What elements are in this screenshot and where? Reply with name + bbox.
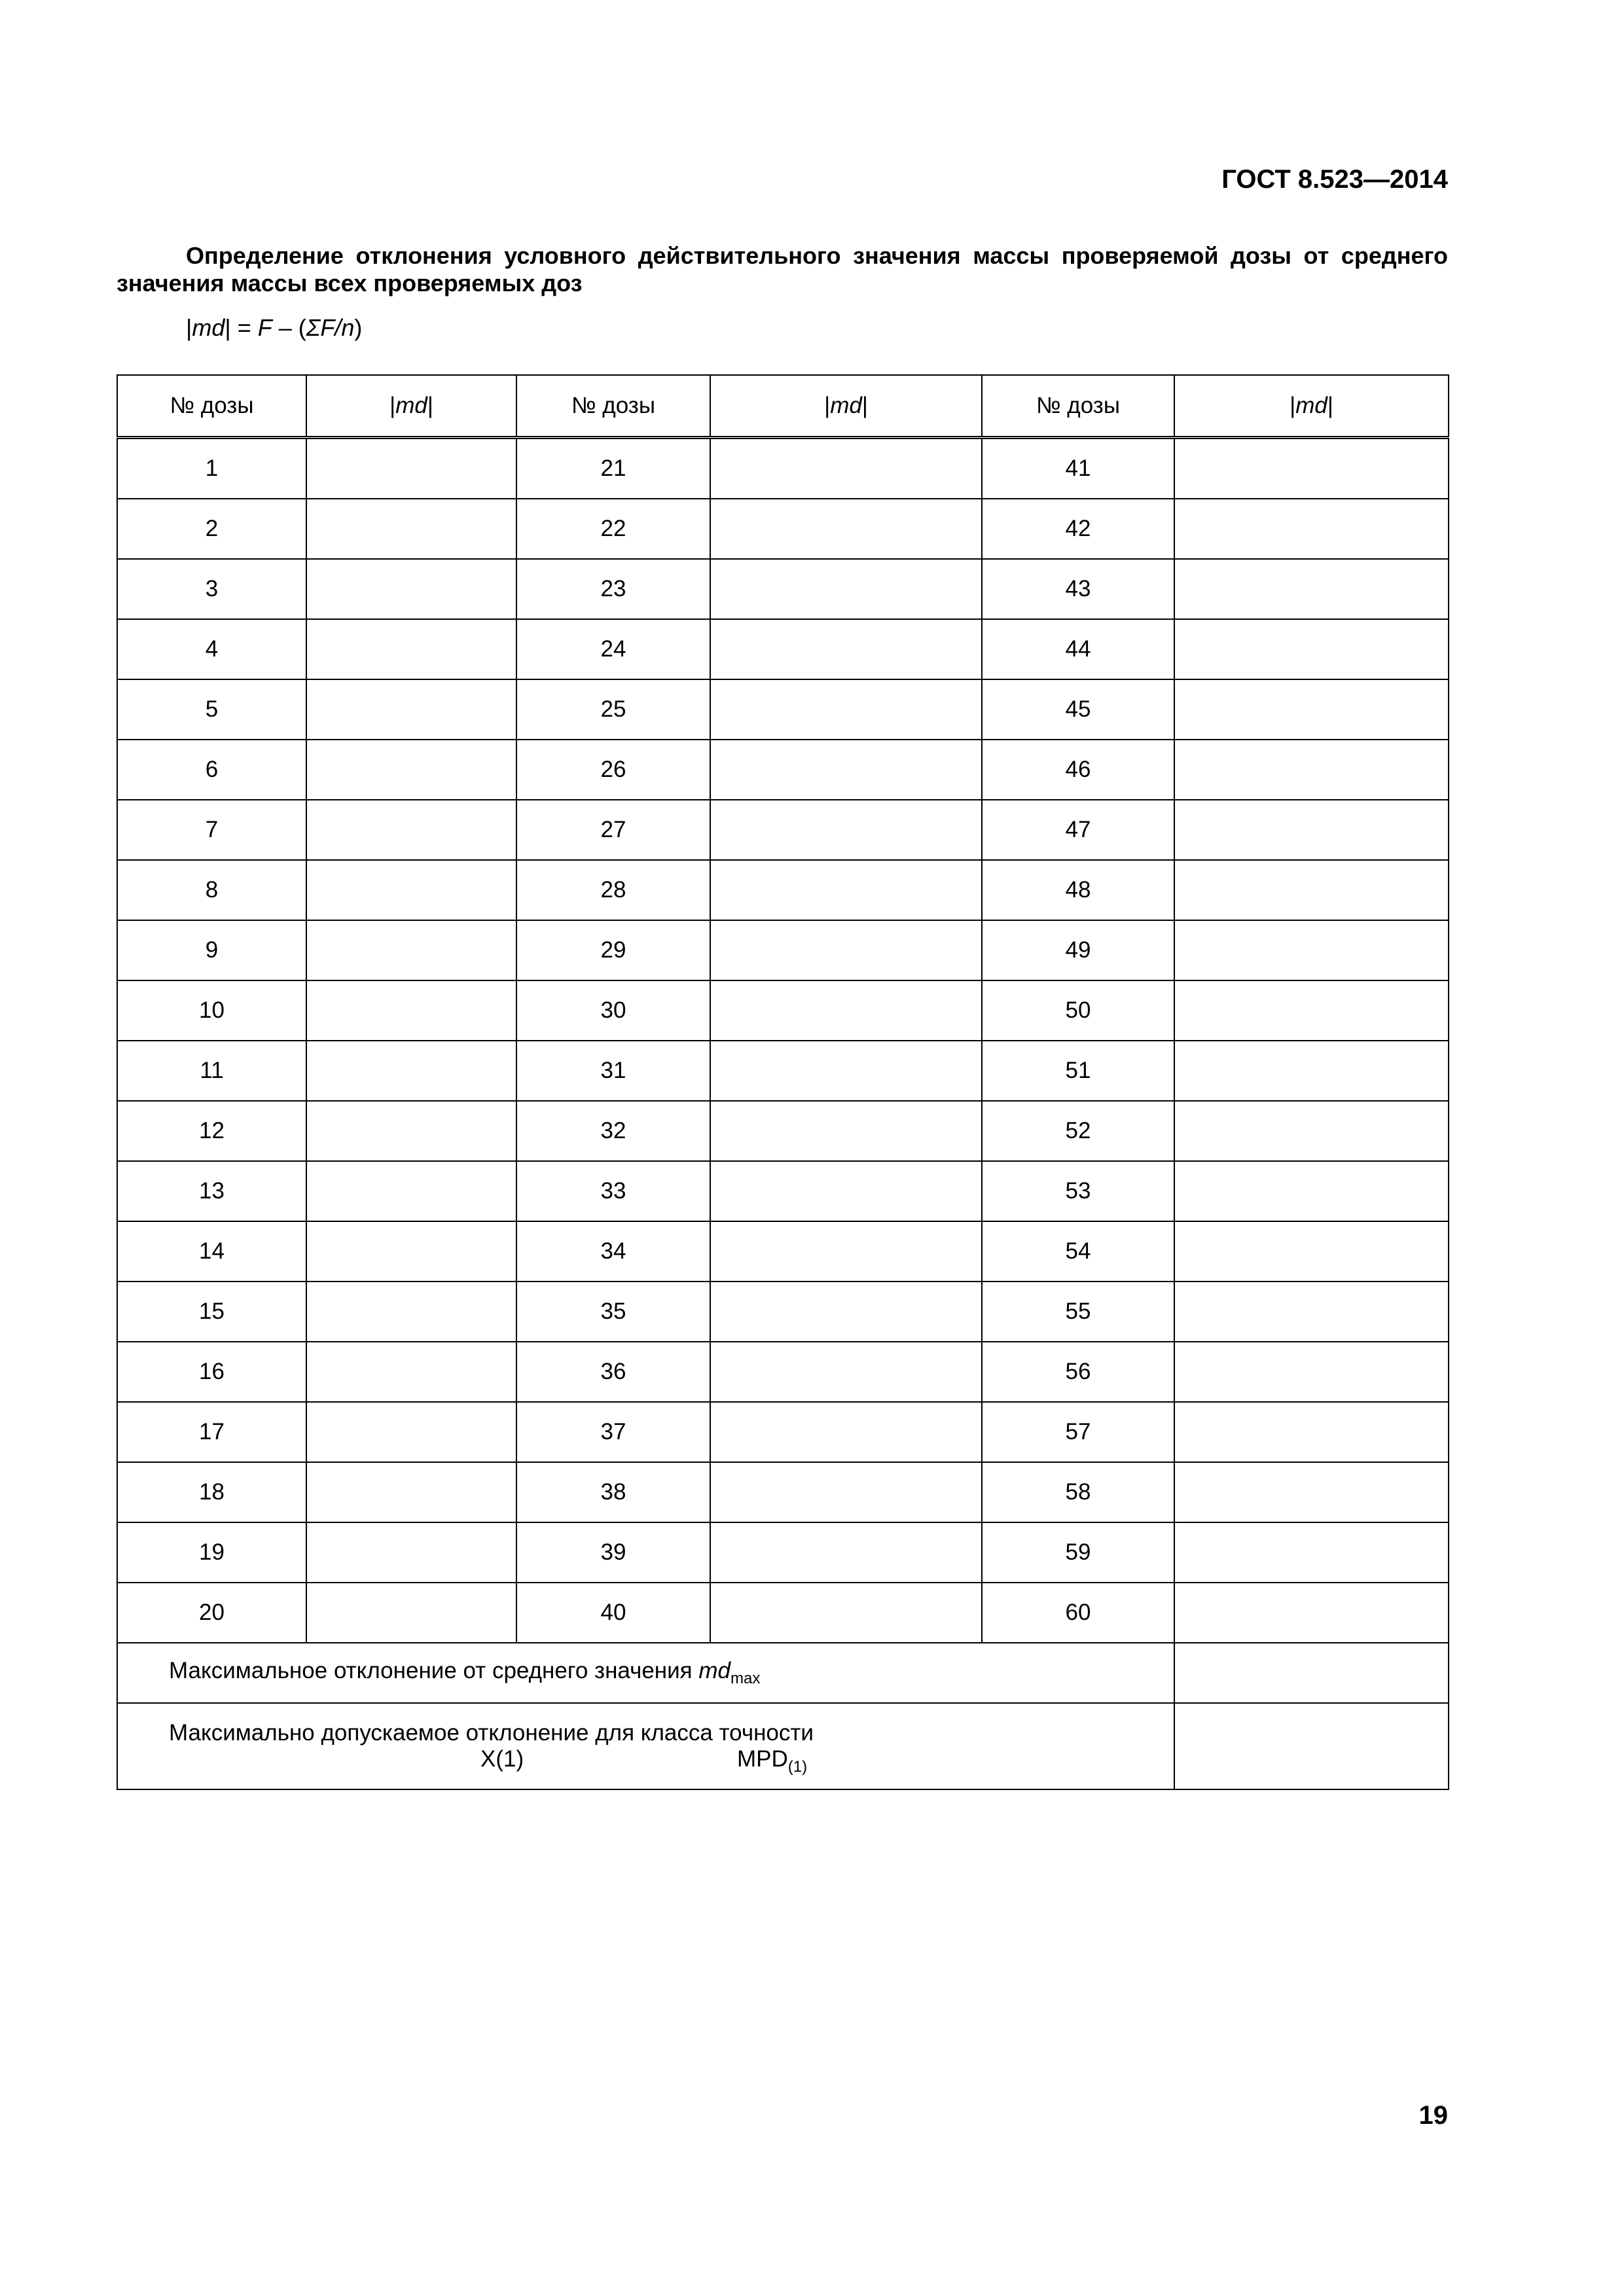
standard-designation: ГОСТ 8.523—2014: [1221, 165, 1448, 194]
table-row: [117, 1583, 1449, 1643]
header-md-2: |md|: [710, 375, 982, 438]
header-md-symbol-3: md: [1295, 393, 1327, 418]
table-row: [117, 1282, 1449, 1342]
md-value-cell[interactable]: [1174, 1221, 1449, 1282]
dose-deviation-table: [117, 374, 1449, 1790]
dose-number-cell: 33: [516, 1161, 710, 1221]
md-value-cell[interactable]: [306, 438, 516, 499]
summary-max-deviation-value-cell[interactable]: [1174, 1643, 1449, 1703]
dose-number-cell: 51: [982, 1041, 1174, 1101]
dose-number-cell: 48: [982, 860, 1174, 920]
md-value-cell[interactable]: [1174, 740, 1449, 800]
md-value-cell[interactable]: [306, 1342, 516, 1402]
dose-number-cell: 54: [982, 1221, 1174, 1282]
dose-number-cell: 21: [516, 438, 710, 499]
mpd-sub: (1): [787, 1758, 808, 1776]
dose-number-cell: 16: [117, 1342, 306, 1402]
summary-allowed-deviation-row: [117, 1703, 1449, 1789]
dose-number-cell: 59: [982, 1522, 1174, 1583]
header-dose-no-1: № дозы: [117, 375, 306, 438]
table-row: [117, 800, 1449, 860]
dose-number-cell: 37: [516, 1402, 710, 1462]
md-value-cell[interactable]: [306, 1161, 516, 1221]
md-value-cell[interactable]: [710, 679, 982, 740]
dose-number-cell: 58: [982, 1462, 1174, 1522]
dose-number-cell: 29: [516, 920, 710, 980]
dose-number-cell: 3: [117, 559, 306, 619]
md-value-cell[interactable]: [710, 920, 982, 980]
md-value-cell[interactable]: [1174, 1342, 1449, 1402]
dose-number-cell: 34: [516, 1221, 710, 1282]
md-value-cell[interactable]: [1174, 679, 1449, 740]
dose-number-cell: 35: [516, 1282, 710, 1342]
md-value-cell[interactable]: [306, 1282, 516, 1342]
dose-number-cell: 32: [516, 1101, 710, 1161]
dose-number-cell: 40: [516, 1583, 710, 1643]
table-row: [117, 1221, 1449, 1282]
dose-number-cell: 27: [516, 800, 710, 860]
dose-number-cell: 44: [982, 619, 1174, 679]
md-value-cell[interactable]: [710, 1161, 982, 1221]
header-dose-no-3: № дозы: [982, 375, 1174, 438]
md-value-cell[interactable]: [1174, 920, 1449, 980]
dose-number-cell: 18: [117, 1462, 306, 1522]
table-row: [117, 1402, 1449, 1462]
md-value-cell[interactable]: [1174, 860, 1449, 920]
dose-number-cell: 47: [982, 800, 1174, 860]
header-md-3: |md|: [1174, 375, 1449, 438]
table-row: [117, 619, 1449, 679]
table-row: [117, 438, 1449, 499]
md-value-cell[interactable]: [306, 1462, 516, 1522]
md-value-cell[interactable]: [306, 619, 516, 679]
formula-sum: ΣF/n: [306, 314, 355, 341]
md-value-cell[interactable]: [1174, 1522, 1449, 1583]
md-value-cell[interactable]: [1174, 980, 1449, 1041]
mpd-symbol: MPD: [737, 1746, 788, 1772]
dose-number-cell: 49: [982, 920, 1174, 980]
table-row: [117, 1041, 1449, 1101]
dose-number-cell: 24: [516, 619, 710, 679]
md-value-cell[interactable]: [710, 1101, 982, 1161]
table-row: [117, 559, 1449, 619]
table-row: [117, 1342, 1449, 1402]
dose-number-cell: 12: [117, 1101, 306, 1161]
table-header-row: [117, 375, 1449, 438]
md-value-cell[interactable]: [306, 800, 516, 860]
md-value-cell[interactable]: [710, 980, 982, 1041]
formula-eq: =: [230, 314, 258, 341]
table-row: [117, 980, 1449, 1041]
dose-number-cell: 20: [117, 1583, 306, 1643]
md-value-cell[interactable]: [306, 1101, 516, 1161]
md-value-cell[interactable]: [306, 1221, 516, 1282]
accuracy-class-value: X(1): [480, 1746, 524, 1772]
formula-minus: – (: [272, 314, 306, 341]
md-value-cell[interactable]: [1174, 559, 1449, 619]
dose-number-cell: 14: [117, 1221, 306, 1282]
table-row: [117, 499, 1449, 559]
table-row: [117, 1462, 1449, 1522]
dose-number-cell: 4: [117, 619, 306, 679]
formula-f: F: [257, 314, 272, 341]
md-value-cell[interactable]: [710, 1282, 982, 1342]
max-deviation-symbol: md: [698, 1658, 731, 1683]
md-value-cell[interactable]: [1174, 1101, 1449, 1161]
dose-number-cell: 7: [117, 800, 306, 860]
table-row: [117, 1101, 1449, 1161]
dose-number-cell: 53: [982, 1161, 1174, 1221]
md-value-cell[interactable]: [1174, 1462, 1449, 1522]
dose-number-cell: 45: [982, 679, 1174, 740]
dose-number-cell: 6: [117, 740, 306, 800]
md-value-cell[interactable]: [710, 1522, 982, 1583]
md-value-cell[interactable]: [1174, 1041, 1449, 1101]
dose-number-cell: 9: [117, 920, 306, 980]
dose-number-cell: 19: [117, 1522, 306, 1583]
dose-number-cell: 56: [982, 1342, 1174, 1402]
table-row: [117, 1522, 1449, 1583]
md-value-cell[interactable]: [1174, 619, 1449, 679]
summary-max-deviation-row: [117, 1643, 1449, 1703]
dose-number-cell: 55: [982, 1282, 1174, 1342]
dose-number-cell: 22: [516, 499, 710, 559]
table-row: [117, 740, 1449, 800]
md-value-cell[interactable]: [710, 1583, 982, 1643]
header-md-symbol-2: md: [830, 393, 862, 418]
md-value-cell[interactable]: [1174, 1282, 1449, 1342]
dose-number-cell: 8: [117, 860, 306, 920]
md-value-cell[interactable]: [1174, 1583, 1449, 1643]
header-md-symbol-1: md: [395, 393, 427, 418]
dose-number-cell: 46: [982, 740, 1174, 800]
md-value-cell[interactable]: [1174, 1402, 1449, 1462]
md-value-cell[interactable]: [710, 800, 982, 860]
md-value-cell[interactable]: [710, 860, 982, 920]
mpd-label: [737, 1746, 807, 1780]
md-value-cell[interactable]: [710, 1402, 982, 1462]
dose-number-cell: 17: [117, 1402, 306, 1462]
dose-number-cell: 50: [982, 980, 1174, 1041]
summary-allowed-deviation-value-cell[interactable]: [1174, 1703, 1449, 1789]
dose-number-cell: 2: [117, 499, 306, 559]
dose-number-cell: 1: [117, 438, 306, 499]
dose-number-cell: 30: [516, 980, 710, 1041]
formula-close: ): [354, 314, 363, 341]
formula: |md| = F – (ΣF/n): [186, 314, 363, 341]
md-value-cell[interactable]: [306, 860, 516, 920]
dose-number-cell: 25: [516, 679, 710, 740]
formula-md: md: [192, 314, 225, 341]
page-number: 19: [1418, 2101, 1448, 2130]
md-value-cell[interactable]: [710, 740, 982, 800]
dose-number-cell: 42: [982, 499, 1174, 559]
header-dose-no-2: № дозы: [516, 375, 710, 438]
md-value-cell[interactable]: [306, 1583, 516, 1643]
dose-number-cell: 10: [117, 980, 306, 1041]
md-value-cell[interactable]: [710, 438, 982, 499]
md-value-cell[interactable]: [306, 1041, 516, 1101]
md-value-cell[interactable]: [306, 559, 516, 619]
dose-number-cell: 38: [516, 1462, 710, 1522]
allowed-deviation-line-two: [169, 1746, 1174, 1776]
md-value-cell[interactable]: [1174, 1161, 1449, 1221]
summary-allowed-deviation-label: [117, 1703, 1174, 1789]
max-deviation-text: Максимальное отклонение от среднего значения: [169, 1658, 699, 1683]
summary-max-deviation-label: [117, 1643, 1174, 1703]
md-value-cell[interactable]: [306, 499, 516, 559]
dose-number-cell: 41: [982, 438, 1174, 499]
md-value-cell[interactable]: [306, 679, 516, 740]
md-value-cell[interactable]: [710, 1041, 982, 1101]
table-body: [117, 438, 1449, 1790]
table-row: [117, 920, 1449, 980]
md-value-cell[interactable]: [1174, 800, 1449, 860]
table-row: [117, 1161, 1449, 1221]
dose-number-cell: 23: [516, 559, 710, 619]
md-value-cell[interactable]: [710, 1221, 982, 1282]
md-value-cell[interactable]: [710, 1342, 982, 1402]
dose-number-cell: 31: [516, 1041, 710, 1101]
dose-number-cell: 28: [516, 860, 710, 920]
dose-number-cell: 5: [117, 679, 306, 740]
max-deviation-sub: max: [730, 1670, 761, 1687]
dose-number-cell: 15: [117, 1282, 306, 1342]
md-value-cell[interactable]: [306, 920, 516, 980]
md-value-cell[interactable]: [1174, 499, 1449, 559]
table-row: [117, 860, 1449, 920]
dose-number-cell: 52: [982, 1101, 1174, 1161]
dose-number-cell: 13: [117, 1161, 306, 1221]
md-value-cell[interactable]: [710, 499, 982, 559]
md-value-cell[interactable]: [306, 980, 516, 1041]
md-value-cell[interactable]: [306, 1522, 516, 1583]
md-value-cell[interactable]: [306, 740, 516, 800]
dose-number-cell: 60: [982, 1583, 1174, 1643]
dose-number-cell: 57: [982, 1402, 1174, 1462]
header-md-1: |md|: [306, 375, 516, 438]
dose-number-cell: 43: [982, 559, 1174, 619]
md-value-cell[interactable]: [710, 559, 982, 619]
dose-number-cell: 26: [516, 740, 710, 800]
md-value-cell[interactable]: [710, 619, 982, 679]
dose-number-cell: 11: [117, 1041, 306, 1101]
table-row: [117, 679, 1449, 740]
md-value-cell[interactable]: [306, 1402, 516, 1462]
dose-number-cell: 39: [516, 1522, 710, 1583]
dose-number-cell: 36: [516, 1342, 710, 1402]
md-value-cell[interactable]: [710, 1462, 982, 1522]
md-value-cell[interactable]: [1174, 438, 1449, 499]
allowed-deviation-text: Максимально допускаемое отклонение для класса точности: [169, 1720, 814, 1746]
section-title: Определение отклонения условного действительного значения массы проверяемой дозы от среднего значения массы всех проверяемых доз: [117, 242, 1448, 296]
